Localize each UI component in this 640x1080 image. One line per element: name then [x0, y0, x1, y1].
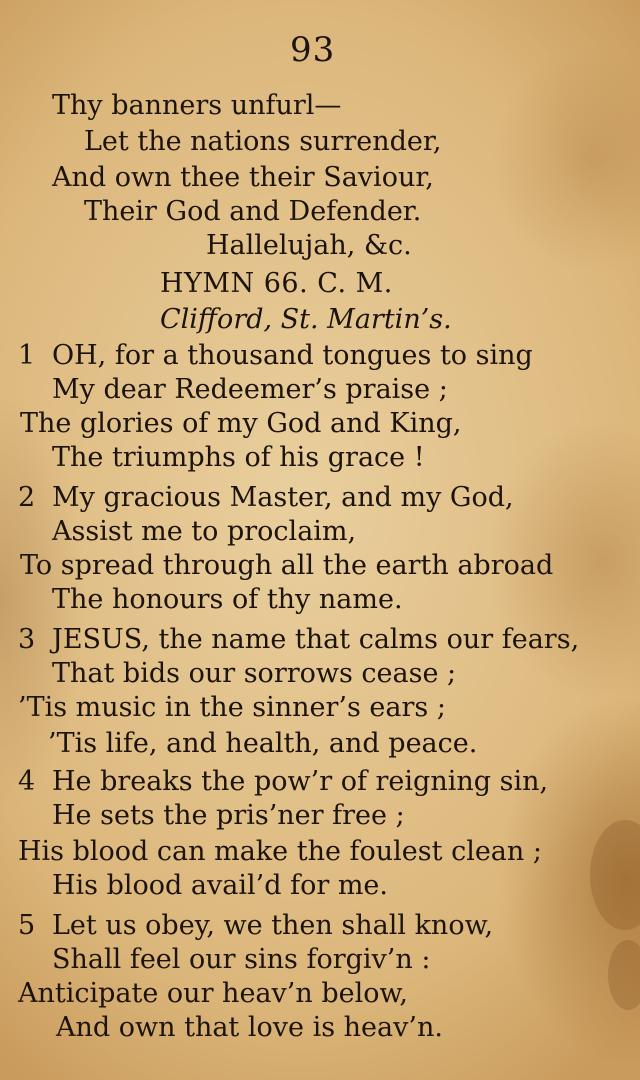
- verse-line: The honours of thy name.: [52, 584, 403, 615]
- continuation-line: And own thee their Saviour,: [52, 162, 434, 193]
- hymn-tune-names: Clifford, St. Martin’s.: [160, 304, 452, 335]
- verse-number: 3: [18, 624, 36, 655]
- page-number: 93: [290, 30, 336, 70]
- verse-line: That bids our sorrows cease ;: [52, 658, 457, 689]
- verse-line: ’Tis life, and health, and peace.: [48, 728, 478, 759]
- verse-line: Shall feel our sins forgiv’n :: [52, 944, 431, 975]
- verse-line: Anticipate our heav’n below,: [18, 978, 408, 1009]
- verse-text: My gracious Master, and my God,: [52, 482, 514, 513]
- verse-line: He sets the pris’ner free ;: [52, 800, 405, 831]
- verse-line: [18, 342, 533, 369]
- foxing-stain: [608, 940, 640, 1010]
- verse-line: [18, 626, 579, 653]
- verse-text: He breaks the pow’r of reigning sin,: [52, 766, 549, 797]
- verse-line: Assist me to proclaim,: [52, 516, 357, 547]
- hymn-title: HYMN 66. C. M.: [160, 268, 393, 299]
- verse-line: To spread through all the earth abroad: [20, 550, 554, 581]
- verse-number: 1: [18, 340, 36, 371]
- verse-line: His blood can make the foulest clean ;: [18, 836, 542, 867]
- verse-text: JESUS, the name that calms our fears,: [52, 624, 580, 655]
- verse-line: And own that love is heav’n.: [56, 1012, 443, 1043]
- verse-line: The triumphs of his grace !: [52, 442, 425, 473]
- verse-line: [18, 484, 514, 511]
- verse-line: My dear Redeemer’s praise ;: [52, 374, 448, 405]
- verse-line: His blood avail’d for me.: [52, 870, 388, 901]
- verse-number: 5: [18, 910, 36, 941]
- verse-line: ’Tis music in the sinner’s ears ;: [18, 692, 446, 723]
- verse-number: 4: [18, 766, 36, 797]
- verse-text: OH, for a thousand tongues to sing: [52, 340, 533, 371]
- verse-line: [18, 912, 493, 939]
- verse-line: [18, 768, 548, 795]
- continuation-line: Thy banners unfurl—: [52, 90, 342, 121]
- continuation-line: Let the nations surrender,: [84, 126, 442, 157]
- verse-line: The glories of my God and King,: [20, 408, 462, 439]
- foxing-stain: [590, 820, 640, 930]
- verse-number: 2: [18, 482, 36, 513]
- verse-text: Let us obey, we then shall know,: [52, 910, 494, 941]
- continuation-refrain: Hallelujah, &c.: [206, 230, 412, 261]
- continuation-line: Their God and Defender.: [84, 196, 422, 227]
